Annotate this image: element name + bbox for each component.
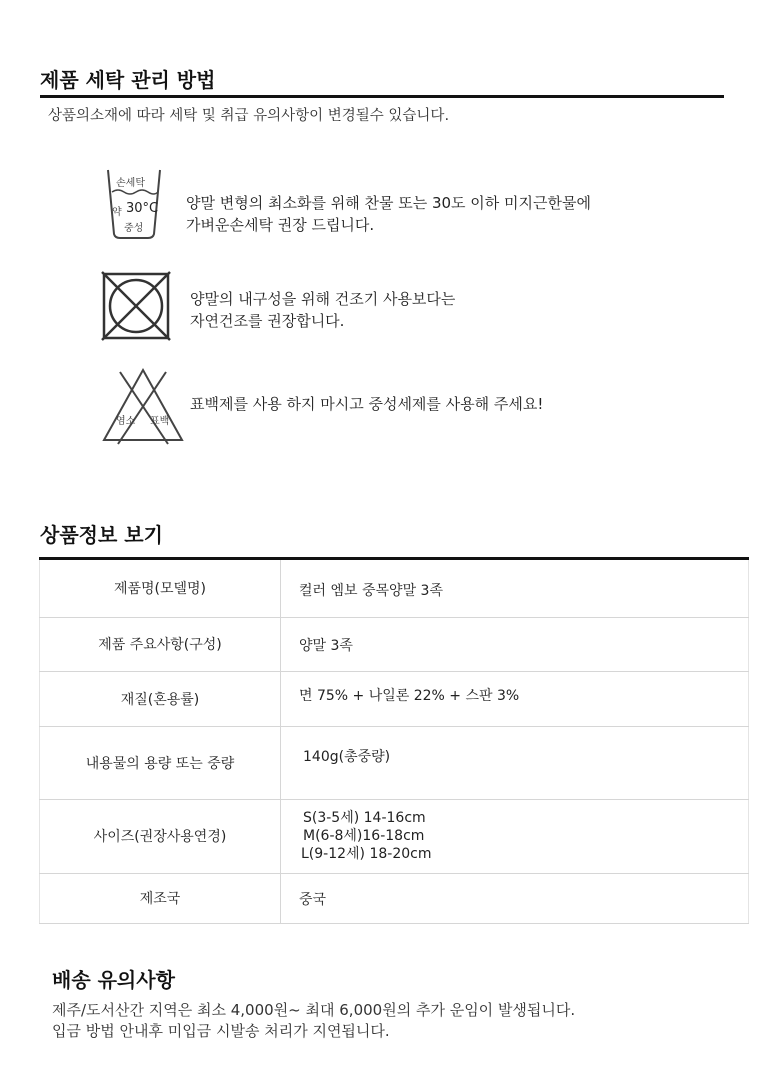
table-row [40, 799, 749, 873]
shipping-title: 배송 유의사항 [52, 968, 175, 992]
row-label: 내용물의 용량 또는 중량 [40, 726, 281, 799]
product-info-table [39, 560, 749, 924]
care-notice: 상품의소재에 따라 세탁 및 취급 유의사항이 변경될수 있습니다. [48, 108, 450, 124]
care-title-rule [40, 95, 724, 98]
hand-wash-label: 손세탁 [116, 178, 145, 189]
hand-wash-icon [102, 166, 166, 242]
row-label: 제조국 [40, 873, 281, 923]
shipping-notes: 제주/도서산간 지역은 최소 4,000원~ 최대 6,000원의 추가 운임이 발생됩니다. 입금 방법 안내후 미입금 시발송 처리가 지연됩니다. [52, 1001, 576, 1040]
hand-wash-temp: 30°C [126, 201, 159, 216]
row-value: 중국 [281, 873, 749, 923]
no-bleach-chlorine-label: 염소 [116, 416, 136, 427]
row-value: 140g(총중량) [281, 726, 749, 799]
table-row [40, 726, 749, 799]
row-label: 제품 주요사항(구성) [40, 617, 281, 671]
row-value: 양말 3족 [281, 617, 749, 671]
row-label: 사이즈(권장사용연경) [40, 799, 281, 873]
table-row [40, 873, 749, 923]
row-label: 재질(혼용률) [40, 671, 281, 726]
row-value: S(3-5세) 14-16cm M(6-8세)16-18cm L(9-12세) 18-20cm [281, 799, 749, 873]
care-text-3: 표백제를 사용 하지 마시고 중성세제를 사용해 주세요! [190, 395, 544, 413]
no-bleach-bleach-label: 표백 [150, 416, 170, 427]
row-label: 제품명(모델명) [40, 560, 281, 617]
row-value: 컬러 엠보 중목양말 3족 [281, 560, 749, 617]
info-title: 상품정보 보기 [40, 523, 163, 547]
table-row [40, 617, 749, 671]
care-text-2: 양말의 내구성을 위해 건조기 사용보다는 자연건조를 권장합니다. [190, 290, 456, 330]
no-bleach-icon [100, 366, 186, 446]
hand-wash-neutral-label: 중성 [124, 223, 144, 234]
care-text-1: 양말 변형의 최소화를 위해 찬물 또는 30도 이하 미지근한물에 가벼운손세탁 권장 드립니다. [186, 194, 591, 234]
care-title: 제품 세탁 관리 방법 [40, 68, 216, 92]
hand-wash-mild-label: 약 [112, 207, 122, 218]
table-row [40, 671, 749, 726]
no-tumble-dry-icon [100, 270, 172, 342]
row-value: 면 75% + 나일론 22% + 스판 3% [281, 671, 749, 726]
table-row [40, 560, 749, 617]
